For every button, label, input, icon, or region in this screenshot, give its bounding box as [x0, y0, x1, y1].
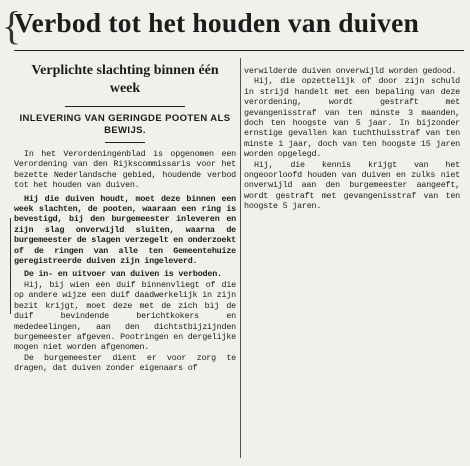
headline: Verbod tot het houden van duiven	[14, 7, 419, 38]
paragraph-penalty: Hij, die opzettelijk of door zijn schuld in strijd handelt met een bepaling van deze verordening, wordt gestraft met gevangenisstraf van ten minste 3 maanden, doch ten hoogste van 5 jaar. In bijzonder ernstige gevallen kan tuchthuisstraf van ten minste 1 jaar, doch van ten hoogste 15 jaren worden opgelegd.	[244, 76, 460, 160]
right-column	[244, 66, 460, 212]
subheadline: Verplichte slachting binnen één week	[31, 63, 219, 96]
headline-rule	[14, 50, 464, 51]
paragraph-mayor-duty: De burgemeester dient er voor zorg te dragen, dat duiven zonder eigenaars of	[14, 352, 236, 374]
margin-mark	[10, 218, 11, 314]
column-separator	[240, 58, 241, 458]
subhead-rule	[65, 106, 185, 107]
paragraph-import-ban: De in- en uitvoer van duiven is verboden.	[24, 269, 222, 280]
paragraph-slaughter-rule: Hij die duiven houdt, moet deze binnen een week slachten, de pooten, waaraan een ring is bevestigd, bij den burgemeester inleveren en zijn slag onverwijld sluiten, waarna de burgemeester de slagen verzegelt en onderzoekt of de ringen van alle ten Gemeentehuize geregistreerde duiven zijn ingeleverd.	[14, 193, 236, 267]
paragraph-reporting: Hij, die kennis krijgt van het ongeoorloofd houden van duiven en zulks niet onverwijld aan den burgemeester aangeeft, wordt gestraft met gevangenisstraf van ten hoogste 5 jaren.	[244, 159, 460, 212]
paragraph-intro: In het Verordeningenblad is opgenomen een Verordening van den Rijkscommissaris voor het bezette Nederlandsche gebied, houdende verbod tot het houden van duiven.	[14, 149, 236, 191]
kicker-rule	[105, 142, 145, 143]
kicker: INLEVERING VAN GERINGDE POOTEN ALS BEWIJS.	[19, 113, 231, 136]
left-column	[14, 62, 236, 374]
paragraph-stray-pigeon: Hij, bij wien een duif binnenvliegt of die op andere wijze een duif daadwerkelijk in zijn bezit krijgt, moet deze met de zich bij de duif bevindende berichtkokers en mededeelingen, aan den dichtstbijzijnden burgemeester afgeven. Pootringen en dergelijke mogen niet worden afgenomen.	[14, 279, 236, 353]
paragraph-continuation: verwilderde duiven onverwijld worden gedood.	[244, 66, 457, 76]
brace-mark: {	[2, 3, 22, 48]
